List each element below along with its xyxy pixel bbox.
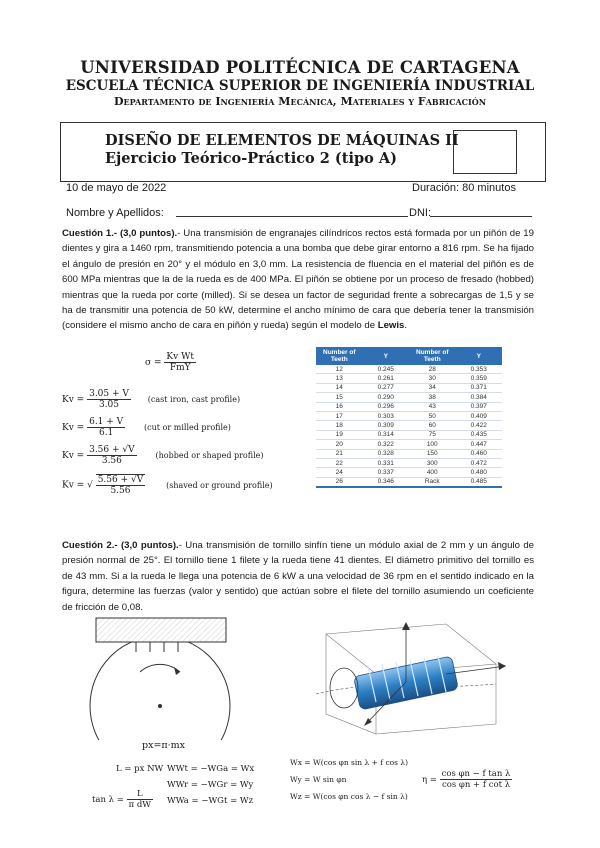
- table-cell: 0.346: [363, 477, 410, 487]
- kv-hobbed-formula: [62, 445, 264, 466]
- table-cell: 0.359: [456, 374, 503, 383]
- table-row: [316, 477, 502, 487]
- university-name: UNIVERSIDAD POLITÉCNICA DE CARTAGENA: [80, 58, 520, 77]
- kv4-denominator: 5.56: [110, 486, 131, 496]
- table-cell: 15: [316, 393, 363, 402]
- kv2-denominator: 6.1: [98, 428, 114, 438]
- kv4-numerator: 5.56 + √V: [97, 475, 144, 485]
- col-header-teeth-2: Number of Teeth: [409, 347, 456, 365]
- wheel-center: [158, 704, 162, 708]
- worm-3d-figure: [296, 614, 514, 742]
- table-cell: 0.314: [363, 430, 410, 439]
- school-name: ESCUELA TÉCNICA SUPERIOR DE INGENIERÍA INDUSTRIAL: [65, 78, 535, 94]
- table-cell: 150: [409, 449, 456, 458]
- table-cell: 0.384: [456, 393, 503, 402]
- axial-pitch-label: px=π·mx: [142, 740, 186, 751]
- dni-field[interactable]: [430, 206, 532, 217]
- eta-denominator: cos φn + f cot λ: [441, 780, 511, 790]
- exam-duration: Duración: 80 minutos: [412, 182, 516, 194]
- table-cell: 14: [316, 383, 363, 392]
- table-cell: 22: [316, 458, 363, 467]
- table-cell: 50: [409, 411, 456, 420]
- kv-milled-formula: [62, 417, 231, 438]
- table-row: [316, 402, 502, 411]
- table-cell: 20: [316, 440, 363, 449]
- table-cell: 28: [409, 365, 456, 374]
- grade-box: [453, 130, 517, 174]
- tan-denominator: π dW: [128, 800, 152, 810]
- table-row: [316, 374, 502, 383]
- question-1-emphasis: Lewis: [377, 320, 405, 332]
- question-2-body: - Una transmisión de tornillo sinfín tiene un módulo axial de 2 mm y un ángulo de presión normal de 25°. El tornillo tiene 1 filete y la rueda tiene 41 dientes. El diámetro primitivo del tornillo es de 43 mm. Si a la rueda le llega una potencia de 6 kW a una velocidad de 36 rpm en el sentido indicado en la figura, determine las fuerzas (valor y sentido) que actúan sobre el filete del tornillo asumiendo un coeficiente de fricción de 0,08.: [62, 540, 534, 613]
- table-cell: 18: [316, 421, 363, 430]
- lewis-table-body: [316, 365, 502, 487]
- sigma-lhs: σ =: [145, 358, 162, 368]
- table-cell: 400: [409, 468, 456, 477]
- table-cell: 0.371: [456, 383, 503, 392]
- wx-formula: Wx = W(cos φn sin λ + f cos λ): [290, 758, 409, 767]
- table-cell: 13: [316, 374, 363, 383]
- table-cell: 0.303: [363, 411, 410, 420]
- table-cell: 0.409: [456, 411, 503, 420]
- table-cell: 43: [409, 402, 456, 411]
- table-cell: 0.337: [363, 468, 410, 477]
- table-cell: 0.353: [456, 365, 503, 374]
- table-cell: 75: [409, 430, 456, 439]
- lewis-stress-formula: [145, 352, 196, 373]
- table-cell: 0.397: [456, 402, 503, 411]
- question-1-end: .: [404, 320, 408, 332]
- lead-formula: L = px NW: [116, 764, 164, 774]
- table-row: [316, 365, 502, 374]
- table-cell: 38: [409, 393, 456, 402]
- table-header-row: [316, 347, 502, 365]
- question-1-title: Cuestión 1.- (3,0 puntos).: [62, 228, 178, 239]
- kv4-note: (shaved or ground profile): [166, 480, 273, 490]
- lewis-form-factor-table: [316, 347, 502, 488]
- table-cell: 0.460: [456, 449, 503, 458]
- department-name: Departamento de Ingeniería Mecánica, Materiales y Fabricación: [113, 95, 487, 108]
- question-1: [62, 226, 534, 334]
- kv-cast-formula: [62, 389, 240, 410]
- kv3-note: (hobbed or shaped profile): [155, 451, 264, 460]
- eta-numerator: cos φn − f tan λ: [441, 769, 511, 779]
- table-cell: 0.422: [456, 421, 503, 430]
- worm-wheel: [90, 636, 230, 740]
- table-cell: 60: [409, 421, 456, 430]
- table-cell: 0.447: [456, 440, 503, 449]
- table-cell: 0.480: [456, 468, 503, 477]
- wy-formula: Wy = W sin φn: [290, 775, 347, 784]
- table-row: [316, 449, 502, 458]
- worm-radial-force: WWr = −WGr = Wy: [167, 780, 254, 790]
- worm-tangential-force: WWt = −WGa = Wx: [167, 764, 255, 774]
- kv1-note: (cast iron, cast profile): [147, 395, 241, 404]
- kv3-lhs: Kv =: [62, 451, 85, 461]
- name-label: Nombre y Apellidos:: [66, 207, 164, 219]
- col-header-y-1: Y: [363, 347, 410, 365]
- tan-lhs: tan λ =: [92, 795, 124, 805]
- table-cell: 300: [409, 458, 456, 467]
- sigma-denominator: FmY: [169, 363, 191, 373]
- wz-formula: Wz = W(cos φn cos λ − f sin λ): [290, 792, 408, 801]
- table-cell: 0.309: [363, 421, 410, 430]
- table-row: [316, 430, 502, 439]
- table-cell: 17: [316, 411, 363, 420]
- dni-label: DNI:: [409, 207, 431, 219]
- table-cell: 0.322: [363, 440, 410, 449]
- course-title: DISEÑO DE ELEMENTOS DE MÁQUINAS II: [105, 132, 459, 149]
- table-row: [316, 393, 502, 402]
- table-row: [316, 421, 502, 430]
- table-cell: 26: [316, 477, 363, 487]
- kv1-lhs: Kv =: [62, 395, 85, 405]
- table-row: [316, 468, 502, 477]
- sigma-numerator: Kv Wt: [166, 352, 194, 362]
- kv2-numerator: 6.1 + V: [89, 417, 124, 427]
- table-cell: 0.290: [363, 393, 410, 402]
- name-field[interactable]: [176, 206, 408, 217]
- exercise-title: Ejercicio Teórico-Práctico 2 (tipo A): [105, 150, 397, 167]
- table-cell: 0.261: [363, 374, 410, 383]
- table-cell: Rack: [409, 477, 456, 487]
- question-2: [62, 538, 534, 615]
- kv-shaved-formula: [62, 474, 273, 496]
- table-row: [316, 458, 502, 467]
- col-header-y-2: Y: [456, 347, 503, 365]
- worm-gear-figure: [76, 612, 252, 740]
- lead-angle-formula: [92, 789, 153, 810]
- kv1-numerator: 3.05 + V: [89, 389, 129, 399]
- table-cell: 0.435: [456, 430, 503, 439]
- table-cell: 0.472: [456, 458, 503, 467]
- kv4-lhs: Kv = √: [62, 480, 93, 491]
- table-cell: 30: [409, 374, 456, 383]
- table-cell: 16: [316, 402, 363, 411]
- question-1-body: - Una transmisión de engranajes cilíndricos rectos está formada por un piñón de 19 dientes y gira a 1460 rpm, transmitiendo potencia a una bomba que debe girar entorno a 816 rpm. Se ha fijado el ángulo de presión en 20° y el módulo en 3,0 mm. La resistencia de fluencia en el material del piñón es de 600 MPa mientras que la de la rueda es de 400 MPa. El piñón se obtiene por un proceso de fresado (hobbed) mientras que la rueda por corte (milled). Si se desea un factor de seguridad frente a sobrecargas de 1,5 y se ha de transmitir una potencia de 50 kW, determine el ancho mínimo de cara que debería tener la transmisión (considere el mismo ancho de cara en piñón y rueda) según el modelo de: [62, 228, 534, 332]
- eta-lhs: η =: [422, 775, 437, 785]
- table-row: [316, 411, 502, 420]
- kv2-note: (cut or milled profile): [144, 423, 231, 432]
- table-cell: 34: [409, 383, 456, 392]
- table-cell: 0.296: [363, 402, 410, 411]
- table-cell: 100: [409, 440, 456, 449]
- table-cell: 0.331: [363, 458, 410, 467]
- table-cell: 12: [316, 365, 363, 374]
- col-header-teeth-1: Number of Teeth: [316, 347, 363, 365]
- question-2-title: Cuestión 2.- (3,0 puntos).: [62, 540, 179, 551]
- title-box: [60, 122, 546, 182]
- worm-axial-force: WWa = −WGt = Wz: [167, 796, 254, 806]
- table-cell: 0.277: [363, 383, 410, 392]
- kv3-numerator: 3.56 + √V: [89, 445, 135, 455]
- kv2-lhs: Kv =: [62, 423, 85, 433]
- kv3-denominator: 3.56: [101, 456, 122, 466]
- table-cell: 0.485: [456, 477, 503, 487]
- table-cell: 0.245: [363, 365, 410, 374]
- tan-numerator: L: [127, 789, 153, 800]
- table-cell: 21: [316, 449, 363, 458]
- kv1-denominator: 3.05: [98, 400, 120, 410]
- table-row: [316, 440, 502, 449]
- table-cell: 24: [316, 468, 363, 477]
- table-cell: 0.328: [363, 449, 410, 458]
- rotation-arrow: [140, 664, 180, 672]
- exam-date: 10 de mayo de 2022: [66, 182, 167, 194]
- table-cell: 19: [316, 430, 363, 439]
- efficiency-formula: [422, 769, 512, 790]
- table-row: [316, 383, 502, 392]
